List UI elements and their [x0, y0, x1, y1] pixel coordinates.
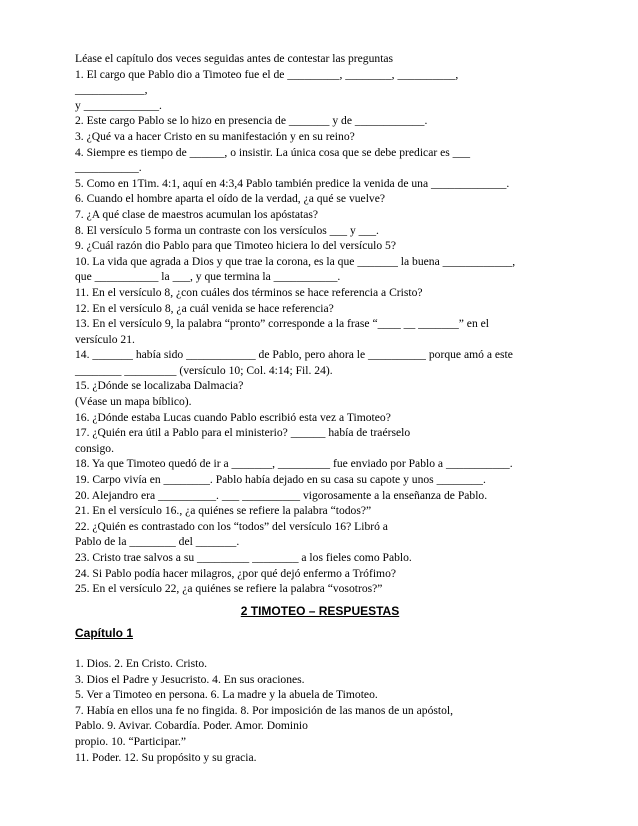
question-line: 12. En el versículo 8, ¿a cuál venida se hace referencia?	[75, 301, 334, 315]
question-line: 23. Cristo trae salvos a su _________ ________ a los fieles como Pablo.	[75, 551, 412, 564]
answer-line: 11. Poder. 12. Su propósito y su gracia.	[75, 750, 257, 764]
question-line: 7. ¿A qué clase de maestros acumulan los apóstatas?	[75, 207, 319, 221]
answers-section	[75, 656, 565, 765]
question-line: 21. En el versículo 16., ¿a quiénes se refiere la palabra “todos?”	[75, 504, 372, 518]
answers-heading: 2 TIMOTEO – RESPUESTAS	[240, 603, 400, 618]
chapter-heading: Capítulo 1	[75, 626, 134, 641]
answer-line: Pablo. 9. Avivar. Cobardía. Poder. Amor. Dominio	[75, 719, 308, 733]
question-line: 25. En el versículo 22, ¿a quiénes se refiere la palabra “vosotros?”	[75, 582, 383, 596]
answer-line: 3. Dios el Padre y Jesucristo. 4. En sus oraciones.	[75, 672, 305, 686]
question-line: 8. El versículo 5 forma un contraste con los versículos ___ y ___.	[75, 223, 379, 237]
question-line: 1. El cargo que Pablo dio a Timoteo fue el de _________, ________, __________,	[75, 67, 459, 81]
question-line: 3. ¿Qué va a hacer Cristo en su manifestación y en su reino?	[75, 129, 355, 143]
question-line: 13. En el versículo 9, la palabra “pronto” corresponde a la frase “____ __ _______” en el	[75, 317, 490, 331]
question-line: Pablo de la ________ del _______.	[75, 535, 240, 549]
question-line: 15. ¿Dónde se localizaba Dalmacia?	[75, 379, 244, 393]
question-line: versículo 21.	[75, 332, 135, 346]
question-line: 20. Alejandro era __________. ___ __________ vigorosamente a la enseñanza de Pablo.	[75, 488, 488, 502]
question-line: ____________,	[75, 83, 148, 97]
questions-section	[75, 51, 565, 597]
question-line: 11. En el versículo 8, ¿con cuáles dos términos se hace referencia a Cristo?	[75, 285, 423, 299]
question-line: 9. ¿Cuál razón dio Pablo para que Timoteo hiciera lo del versículo 5?	[75, 239, 397, 253]
question-line: 24. Si Pablo podía hacer milagros, ¿por qué dejó enfermo a Trófimo?	[75, 566, 397, 580]
question-line: ___________.	[75, 161, 142, 175]
question-line: que ___________ la ___, y que termina la ___________.	[75, 270, 341, 284]
question-line: Léase el capítulo dos veces seguidas antes de contestar las preguntas	[75, 52, 394, 65]
question-line: consigo.	[75, 441, 114, 455]
question-line: 18. Ya que Timoteo quedó de ir a _______, _________ fue enviado por Pablo a ___________.	[75, 457, 513, 471]
question-line: 4. Siempre es tiempo de ______, o insistir. La única cosa que se debe predicar es ___	[75, 145, 471, 159]
answer-line: 7. Había en ellos una fe no fingida. 8. Por imposición de las manos de un apóstol,	[75, 703, 454, 717]
question-line: 10. La vida que agrada a Dios y que trae la corona, es la que _______ la buena ____________,	[75, 254, 516, 268]
question-line: 16. ¿Dónde estaba Lucas cuando Pablo escribió esta vez a Timoteo?	[75, 410, 391, 424]
question-line: 14. _______ había sido ____________ de Pablo, pero ahora le __________ porque amó a este	[75, 348, 513, 362]
question-line: ________ _________ (versículo 10; Col. 4:14; Fil. 24).	[75, 363, 333, 377]
document-page	[75, 51, 565, 765]
question-line: 5. Como en 1Tim. 4:1, aquí en 4:3,4 Pablo también predice la venida de una _____________.	[75, 176, 510, 190]
question-line: 19. Carpo vivía en ________. Pablo había dejado en su casa su capote y unos ________.	[75, 473, 486, 487]
answer-line: 5. Ver a Timoteo en persona. 6. La madre y la abuela de Timoteo.	[75, 688, 378, 702]
question-line: 17. ¿Quién era útil a Pablo para el ministerio? ______ había de traérselo	[75, 426, 411, 440]
answer-line: propio. 10. “Participar.”	[75, 734, 187, 748]
question-line: 22. ¿Quién es contrastado con los “todos” del versículo 16? Libró a	[75, 519, 388, 533]
question-line: 2. Este cargo Pablo se lo hizo en presencia de _______ y de ____________.	[75, 114, 428, 128]
answer-line: 1. Dios. 2. En Cristo. Cristo.	[75, 656, 208, 670]
question-line: 6. Cuando el hombre aparta el oído de la verdad, ¿a qué se vuelve?	[75, 192, 386, 206]
question-line: (Véase un mapa bíblico).	[75, 395, 192, 409]
question-line: y _____________.	[75, 98, 162, 112]
